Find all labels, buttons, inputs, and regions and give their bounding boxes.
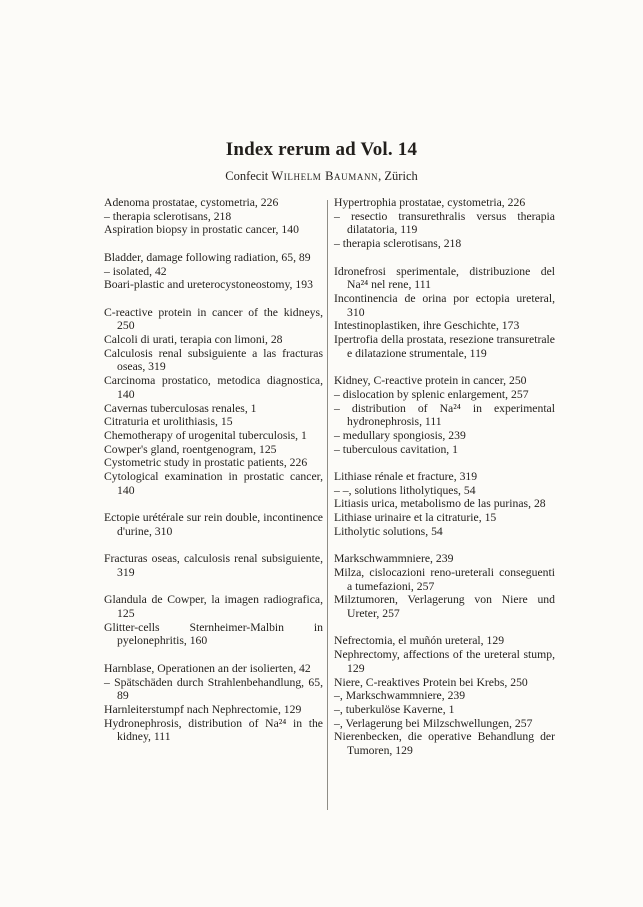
index-entry: Idronefrosi sperimentale, distribuzione del Na²⁴ nel rene, 111 xyxy=(334,264,555,292)
index-entry: – distribution of Na²⁴ in experimental hydronephrosis, 111 xyxy=(334,401,555,429)
index-entry: Harnblase, Operationen an der isolierten, 42 xyxy=(104,661,311,675)
index-group xyxy=(104,552,323,579)
index-group xyxy=(104,196,323,237)
index-group xyxy=(104,511,323,538)
index-entry: Litholytic solutions, 54 xyxy=(334,524,443,538)
page-title: Index rerum ad Vol. 14 xyxy=(225,139,418,160)
index-entry: Adenoma prostatae, cystometria, 226 xyxy=(104,196,279,209)
index-entry: Niere, C-reaktives Protein bei Krebs, 250 xyxy=(334,675,528,689)
index-entry: Cytological examination in prostatic cancer, 140 xyxy=(104,470,323,497)
index-group xyxy=(104,593,323,648)
index-entry: –, Markschwammniere, 239 xyxy=(334,689,466,703)
subtitle-suffix: , Zürich xyxy=(378,169,418,183)
index-entry: Hydronephrosis, distribution of Na²⁴ in the kidney, 111 xyxy=(104,716,323,744)
index-entry: – isolated, 42 xyxy=(104,264,167,278)
index-entry: – –, solutions litholytiques, 54 xyxy=(334,483,476,497)
column-divider-rule xyxy=(327,200,328,810)
index-entry: Incontinencia de orina por ectopia ureteral, 310 xyxy=(334,291,555,319)
right-column xyxy=(334,196,555,771)
index-entry: – Spätschäden durch Strahlenbehandlung, 65, 89 xyxy=(104,675,323,703)
index-entry: Nephrectomy, affections of the ureteral stump, 129 xyxy=(334,648,555,675)
left-column xyxy=(104,196,323,758)
index-entry: Intestinoplastiken, ihre Geschichte, 173 xyxy=(334,319,520,333)
index-group xyxy=(104,251,323,292)
index-entry: C-reactive protein in cancer of the kidneys, 250 xyxy=(104,305,323,333)
index-entry: Bladder, damage following radiation, 65, 89 xyxy=(104,250,311,264)
index-entry: Fracturas oseas, calculosis renal subsiguiente, 319 xyxy=(104,552,323,579)
index-entry: Aspiration biopsy in prostatic cancer, 140 xyxy=(104,223,299,237)
index-entry: –, Verlagerung bei Milzschwellungen, 257 xyxy=(334,716,533,730)
subtitle-author-name: Wilhelm Baumann xyxy=(271,169,379,183)
index-entry: Cystometric study in prostatic patients, 226 xyxy=(104,456,308,470)
index-entry: Ectopie urétérale sur rein double, incontinence d'urine, 310 xyxy=(104,511,323,538)
index-entry: – dislocation by splenic enlargement, 257 xyxy=(334,387,529,401)
index-entry: Kidney, C-reactive protein in cancer, 250 xyxy=(334,374,527,388)
index-entry: Litiasis urica, metabolismo de las purinas, 28 xyxy=(334,497,546,511)
index-entry: Milza, cislocazioni reno-ureterali conseguenti a tumefazioni, 257 xyxy=(334,565,555,593)
index-group xyxy=(104,306,323,498)
index-entry: Cowper's gland, roentgenogram, 125 xyxy=(104,442,277,456)
index-group xyxy=(334,196,555,251)
index-group xyxy=(334,265,555,361)
index-entry: Cavernas tuberculosas renales, 1 xyxy=(104,401,257,415)
index-entry: – medullary spongiosis, 239 xyxy=(334,428,466,442)
index-entry: Milztumoren, Verlagerung von Niere und Ureter, 257 xyxy=(334,593,555,621)
index-entry: – tuberculous cavitation, 1 xyxy=(334,442,458,456)
index-entry: Ipertrofia della prostata, resezione transuretrale e dilatazione strumentale, 119 xyxy=(334,333,555,360)
index-entry: Calculosis renal subsiguiente a las fracturas oseas, 319 xyxy=(104,346,323,374)
index-entry: Nefrectomia, el muñón ureteral, 129 xyxy=(334,634,505,648)
index-entry: Glandula de Cowper, la imagen radiografica, 125 xyxy=(104,593,323,621)
index-entry: Glitter-cells Sternheimer-Malbin in pyelonephritis, 160 xyxy=(104,620,323,648)
index-entry: – resectio transurethralis versus therapia dilatatoria, 119 xyxy=(334,209,555,237)
index-group xyxy=(334,374,555,456)
index-entry: – therapia sclerotisans, 218 xyxy=(334,237,462,251)
index-entry: Hypertrophia prostatae, cystometria, 226 xyxy=(334,196,526,209)
index-entry: Harnleiterstumpf nach Nephrectomie, 129 xyxy=(104,702,302,716)
subtitle-prefix: Confecit xyxy=(225,169,272,183)
index-entry: – therapia sclerotisans, 218 xyxy=(104,209,232,223)
index-entry: Calcoli di urati, terapia con limoni, 28 xyxy=(104,333,283,346)
index-entry: Markschwammniere, 239 xyxy=(334,552,454,566)
index-entry: Carcinoma prostatico, metodica diagnostica, 140 xyxy=(104,374,323,401)
index-entry: –, tuberkulöse Kaverne, 1 xyxy=(334,702,455,716)
page-subtitle xyxy=(0,169,643,184)
index-entry: Nierenbecken, die operative Behandlung der Tumoren, 129 xyxy=(334,730,555,758)
index-group xyxy=(334,634,555,757)
index-entry: Boari-plastic and ureterocystoneostomy, 193 xyxy=(104,278,313,292)
index-entry: Chemotherapy of urogenital tuberculosis, 1 xyxy=(104,428,307,442)
index-group xyxy=(334,470,555,539)
index-entry: Citraturia et urolithiasis, 15 xyxy=(104,415,233,429)
index-entry: Lithiase urinaire et la citraturie, 15 xyxy=(334,511,497,525)
index-entry: Lithiase rénale et fracture, 319 xyxy=(334,470,478,484)
index-group xyxy=(334,552,555,621)
index-group xyxy=(104,662,323,744)
